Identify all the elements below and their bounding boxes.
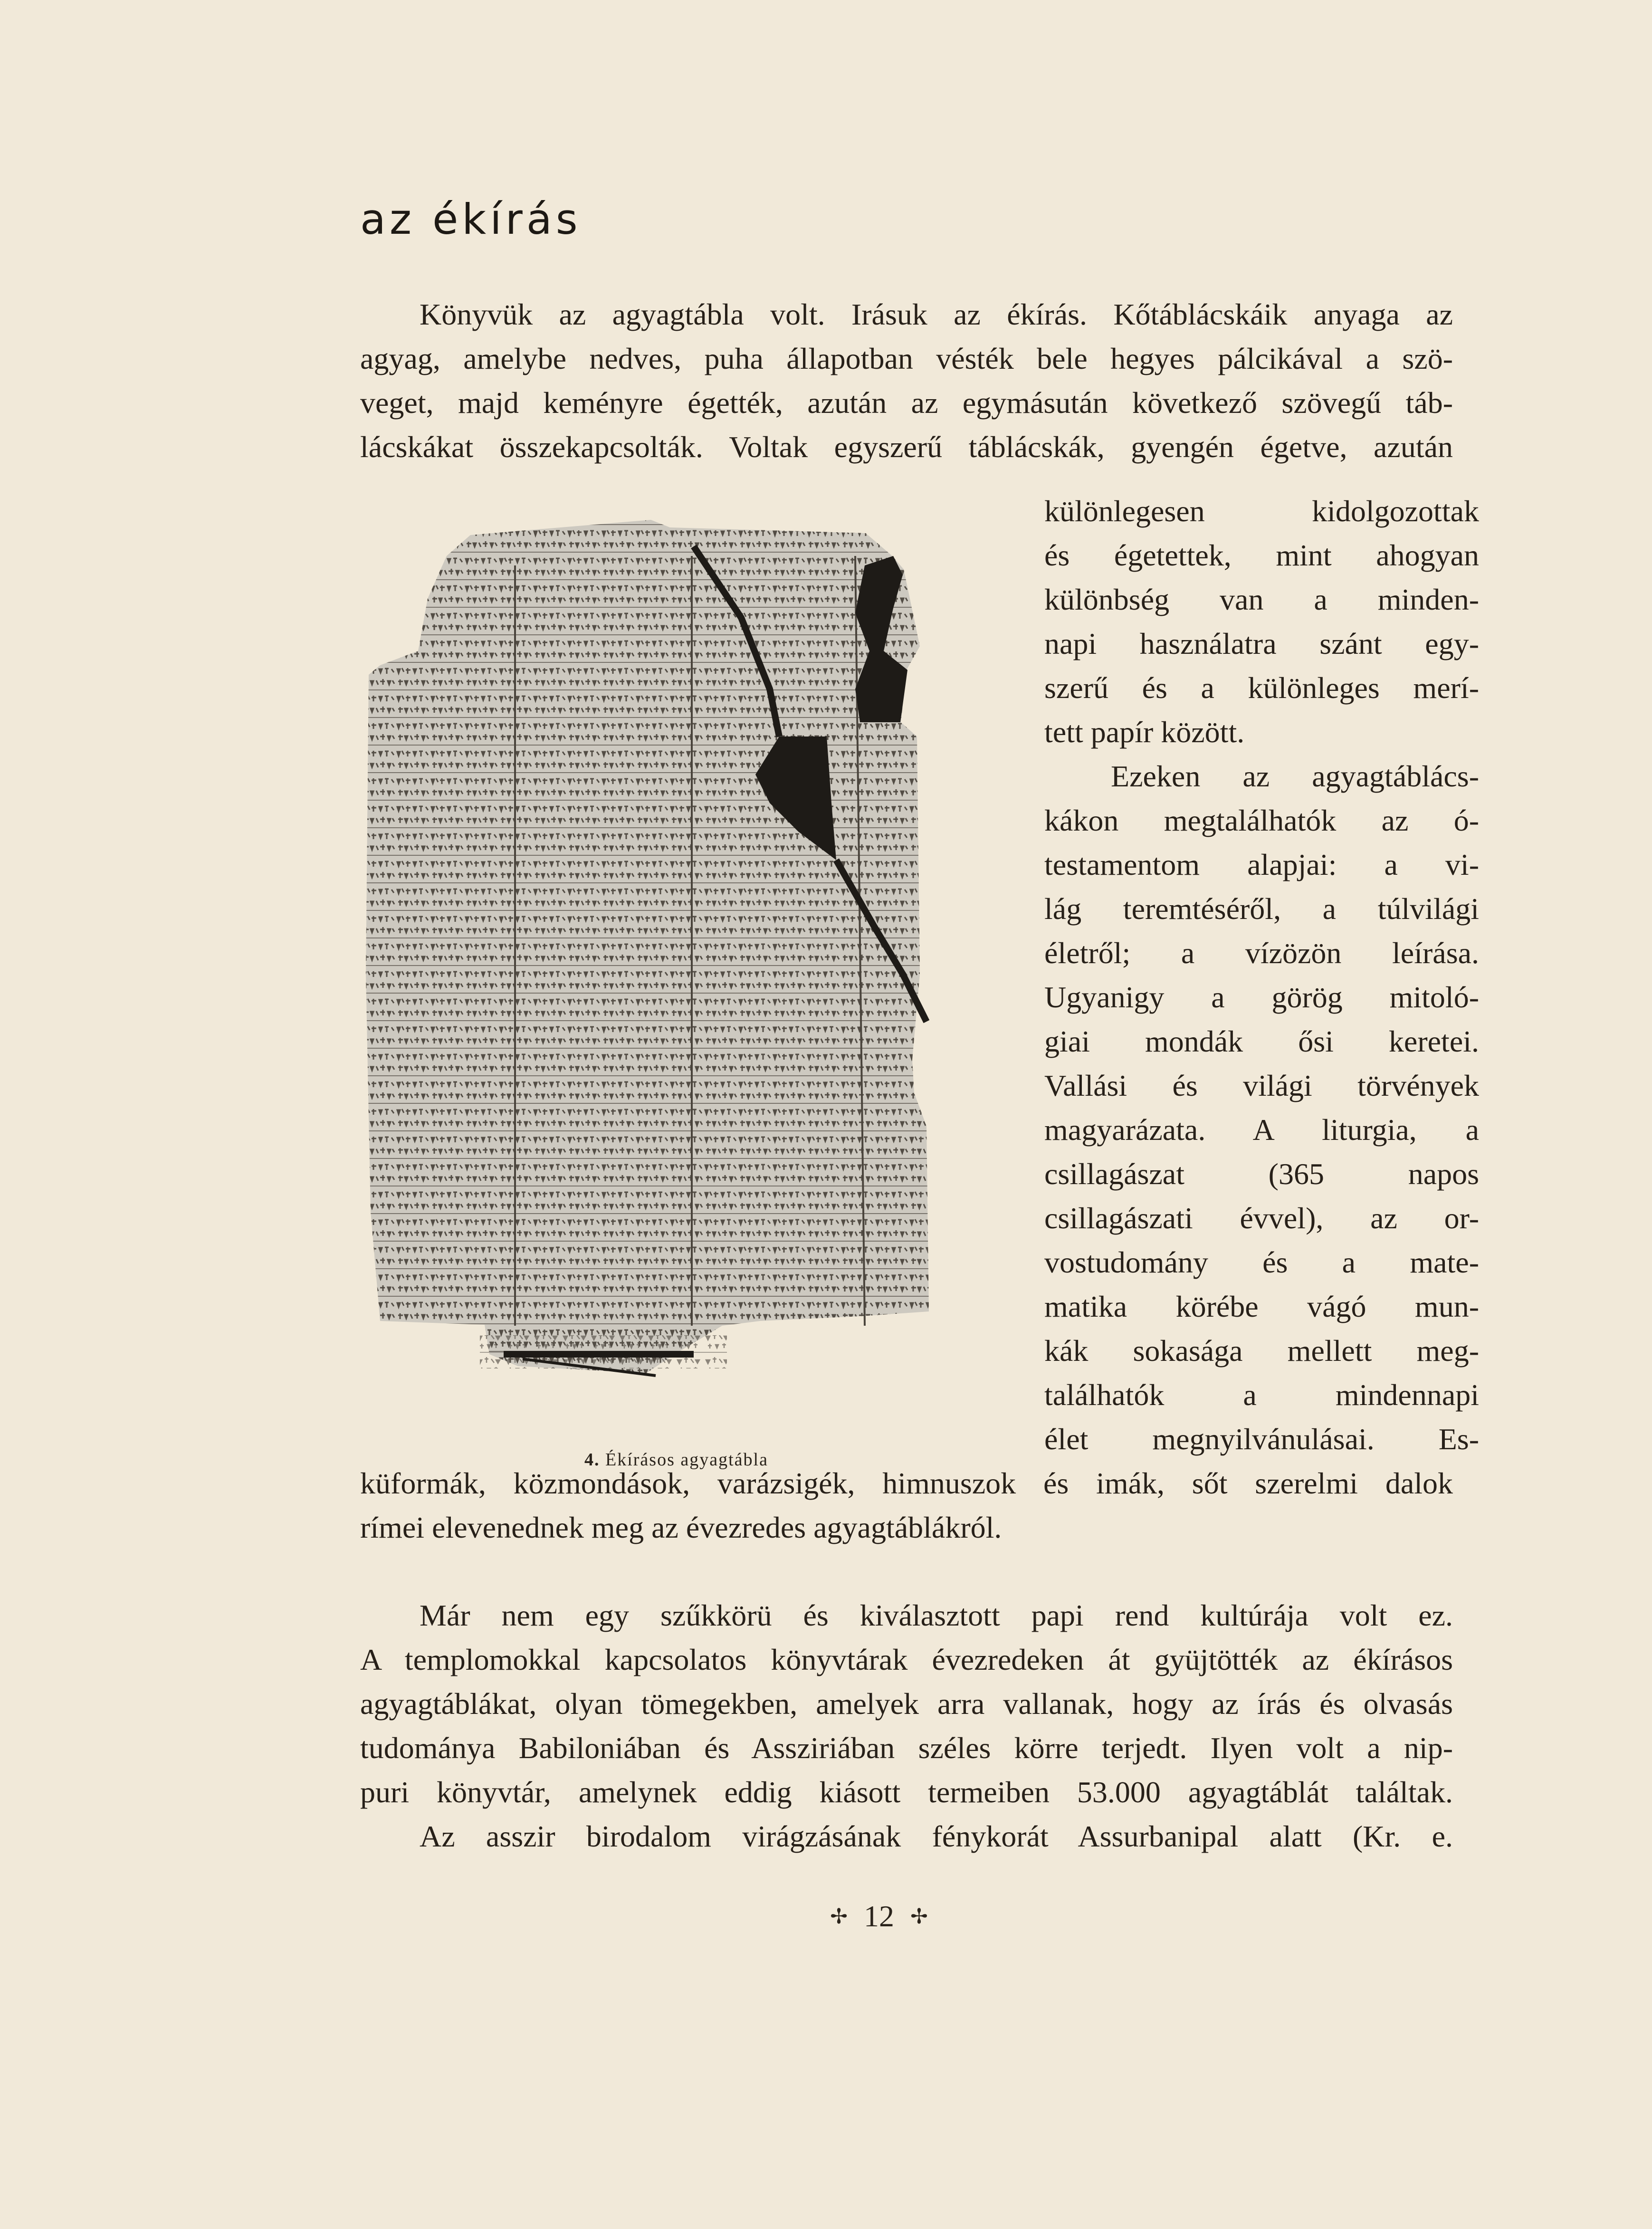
page-title: az ékírás: [360, 195, 582, 244]
text-line: Az asszir birodalom virágzásának fénykorát Assurbanipal alatt (Kr. e.: [420, 1819, 1453, 1853]
text-line: kákon megtalálhatók az ó-: [1044, 804, 1479, 837]
paragraph-4: [360, 1814, 1453, 1858]
text-line: Könyvük az agyagtábla volt. Irásuk az ékírás. Kőtáblácskáik anyaga az: [420, 297, 1453, 331]
text-line: kák sokasága mellett meg-: [1044, 1334, 1479, 1368]
text-line: küformák, közmondások, varázsigék, himnuszok és imák, sőt szerelmi dalok: [360, 1466, 1453, 1500]
paragraph-1-continuation: [1044, 489, 1479, 754]
text-line: különbség van a minden-: [1044, 583, 1479, 616]
text-line: csillagászat (365 napos: [1044, 1157, 1479, 1191]
cuneiform-tablet-image: [361, 499, 1036, 1449]
ornament-left-icon: ✢: [830, 1904, 848, 1929]
figure-caption: [584, 1449, 768, 1470]
text-line: vostudomány és a mate-: [1044, 1245, 1479, 1279]
text-line: csillagászati évvel), az or-: [1044, 1201, 1479, 1235]
text-line: és égetettek, mint ahogyan: [1044, 538, 1479, 572]
text-line: Ugyanigy a görög mitoló-: [1044, 980, 1479, 1014]
text-line: agyagtáblákat, olyan tömegekben, amelyek arra vallanak, hogy az írás és olvasás: [360, 1687, 1453, 1721]
text-line: tudománya Babiloniában és Assziriában széles körre terjedt. Ilyen volt a nip-: [360, 1731, 1453, 1765]
text-line: rímei elevenednek meg az évezredes agyagtáblákról.: [360, 1511, 1002, 1544]
text-line: giai mondák ősi keretei.: [1044, 1024, 1479, 1058]
paragraph-2-side: [1044, 754, 1479, 1461]
text-line: testamentom alapjai: a vi-: [1044, 848, 1479, 881]
clay-tablet-figure: [361, 499, 1036, 1449]
text-line: napi használatra szánt egy-: [1044, 627, 1479, 660]
text-line: puri könyvtár, amelynek eddig kiásott termeiben 53.000 agyagtáblát találtak.: [360, 1775, 1453, 1809]
text-line: veget, majd keményre égették, azután az egymásután következő szövegű táb-: [360, 386, 1453, 420]
text-line: Vallási és világi törvények: [1044, 1069, 1479, 1102]
text-line: magyarázata. A liturgia, a: [1044, 1113, 1479, 1147]
text-line: életről; a vízözön leírása.: [1044, 936, 1479, 970]
text-line: lág teremtéséről, a túlvilági: [1044, 892, 1479, 926]
ornament-right-icon: ✢: [910, 1904, 928, 1929]
page-number: [808, 1899, 950, 1934]
text-line: agyag, amelybe nedves, puha állapotban vésték bele hegyes pálcikával a szö-: [360, 342, 1453, 375]
text-line: különlegesen kidolgozottak: [1044, 494, 1479, 528]
text-line: lácskákat összekapcsolták. Voltak egyszerű táblácskák, gyengén égetve, azután: [360, 430, 1453, 464]
text-line: Ezeken az agyagtáblács-: [1111, 759, 1479, 793]
text-line: matika körébe vágó mun-: [1044, 1290, 1479, 1323]
caption-number: 4.: [584, 1450, 600, 1470]
text-line: élet megnyilvánulásai. Es-: [1044, 1422, 1479, 1456]
text-line: Már nem egy szűkkörü és kiválasztott papi rend kultúrája volt ez.: [420, 1598, 1453, 1632]
page-number-value: 12: [864, 1899, 894, 1933]
paragraph-3: [360, 1593, 1453, 1814]
paragraph-1: [360, 292, 1453, 469]
paragraph-2-continuation: [360, 1461, 1453, 1550]
text-line: találhatók a mindennapi: [1044, 1378, 1479, 1412]
text-line: A templomokkal kapcsolatos könyvtárak évezredeken át gyüjtötték az ékírásos: [360, 1643, 1453, 1676]
text-line: szerű és a különleges merí-: [1044, 671, 1479, 705]
text-line: tett papír között.: [1044, 715, 1245, 749]
caption-text: Ékírásos agyagtábla: [605, 1450, 768, 1470]
